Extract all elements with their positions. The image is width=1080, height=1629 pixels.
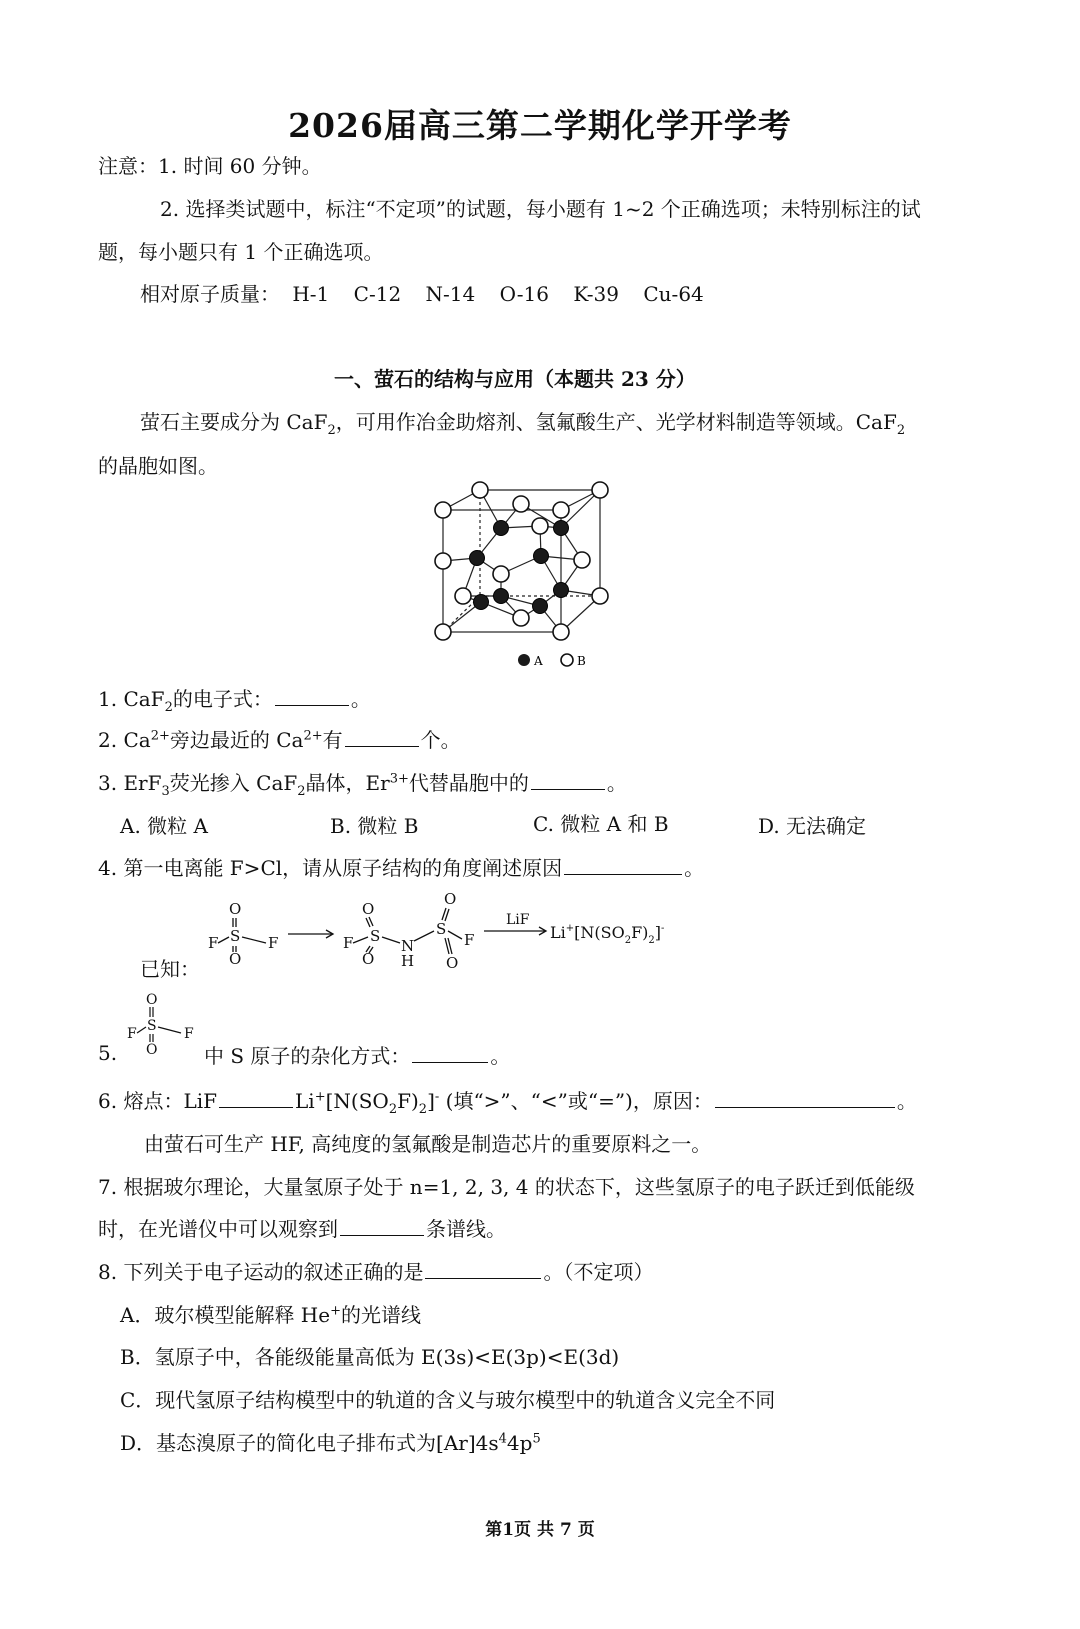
mass-o: O-16	[499, 282, 549, 306]
reaction-scheme	[200, 888, 680, 973]
question-8	[98, 1256, 653, 1285]
question-7-line2	[98, 1213, 506, 1242]
note-item-1: 1. 时间 60 分钟。	[158, 154, 322, 178]
q3-text-b: 荧光掺入 CaF	[169, 771, 298, 795]
legend-a: A	[534, 654, 543, 668]
q6-reason-blank[interactable]	[715, 1106, 895, 1108]
q3-text-c: 晶体，Er	[305, 771, 390, 795]
q6-compare-blank[interactable]	[219, 1106, 293, 1108]
known-label: 已知：	[140, 957, 200, 981]
q4-end: 。	[684, 856, 705, 880]
mass-h: H-1	[292, 282, 330, 306]
mol2-o2-bottom: O	[446, 954, 459, 972]
mass-n: N-14	[425, 282, 476, 306]
page-title: 2026届高三第二学期化学开学考	[288, 106, 792, 145]
q8-number: 8.	[98, 1260, 118, 1284]
question-2	[98, 724, 461, 753]
caf2-unit-cell-figure	[425, 478, 625, 673]
q8-option-c[interactable]: C．现代氢原子结构模型中的轨道的含义与玻尔模型中的轨道含义完全不同	[120, 1388, 776, 1412]
reagent-lif: LiF	[506, 912, 530, 928]
question-7-line1	[98, 1171, 915, 1200]
mol2-n: N	[401, 937, 415, 955]
q3-sub-1: 3	[161, 784, 170, 799]
q2-sup-1: 2+	[150, 728, 170, 744]
q6-text-c: [N(SO	[325, 1089, 389, 1113]
legend-b: B	[577, 654, 586, 668]
q3-sub-2: 2	[297, 784, 306, 799]
mol2-f-right: F	[464, 931, 475, 949]
q7-answer-blank[interactable]	[340, 1234, 424, 1236]
q7-text-line2b: 条谱线。	[426, 1217, 506, 1241]
question-6	[98, 1085, 917, 1117]
q6-sub-1: 2	[388, 1102, 398, 1117]
mol2-s2: S	[436, 920, 447, 938]
q5-f-left: F	[127, 1026, 137, 1042]
mol1-f-right: F	[268, 934, 279, 952]
mol1-o-bottom: O	[229, 950, 242, 968]
q5-number: 5.	[98, 1041, 118, 1065]
hf-note: 由萤石可生产 HF, 高纯度的氢氟酸是制造芯片的重要原料之一。	[144, 1132, 712, 1156]
q5-s: S	[147, 1018, 157, 1034]
q3-answer-blank[interactable]	[531, 788, 605, 790]
section1-intro-line2: 的晶胞如图。	[98, 454, 218, 478]
q6-text-d: F)	[397, 1089, 419, 1113]
q6-number: 6.	[98, 1089, 118, 1113]
q3-number: 3.	[98, 771, 118, 795]
intro-sub-2: 2	[896, 423, 906, 438]
atomic-masses	[140, 278, 704, 307]
atomic-masses-label: 相对原子质量：	[140, 282, 280, 306]
q4-text: 第一电离能 F>Cl，请从原子结构的角度阐述原因	[123, 856, 563, 880]
q8-option-d[interactable]	[120, 1427, 541, 1456]
mass-cu: Cu-64	[643, 282, 704, 306]
q6-sub-2: 2	[418, 1102, 428, 1117]
q4-answer-blank[interactable]	[564, 873, 682, 875]
q6-text-b: Li	[295, 1089, 315, 1113]
q8-end: 。（不定项）	[543, 1260, 654, 1284]
mol2-f-left: F	[343, 934, 354, 952]
q5-text: 中 S 原子的杂化方式：	[204, 1044, 411, 1068]
q3-option-d[interactable]: D. 无法确定	[758, 814, 867, 838]
section1-heading: 一、萤石的结构与应用（本题共 23 分）	[334, 367, 696, 391]
q3-text-d: 代替晶胞中的	[408, 771, 529, 795]
question-3	[98, 767, 627, 799]
intro-text-b: ，可用作冶金助熔剂、氢氟酸生产、光学材料制造等领域。CaF	[335, 410, 897, 434]
q2-answer-blank[interactable]	[345, 745, 419, 747]
q8-option-a-text-b: 的光谱线	[340, 1303, 421, 1327]
question-4	[98, 852, 704, 881]
q1-text-b: 的电子式：	[172, 687, 273, 711]
mol2-o1-bottom: O	[362, 950, 375, 968]
note-item-2-line2: 题，每小题只有 1 个正确选项。	[98, 240, 384, 264]
q2-text-a: Ca	[123, 728, 151, 752]
mol2-o1-top: O	[362, 900, 375, 918]
q8-option-d-text-b: 4p	[506, 1431, 533, 1455]
mol1-o-top: O	[229, 900, 242, 918]
q1-end: 。	[350, 687, 371, 711]
q2-sup-2: 2+	[303, 728, 323, 744]
q2-text-c: 有	[322, 728, 343, 752]
intro-sub-1: 2	[327, 423, 336, 438]
q5-f-right: F	[184, 1026, 194, 1042]
q8-option-d-sup-1: 4	[498, 1431, 507, 1447]
q8-answer-blank[interactable]	[425, 1277, 541, 1279]
page-footer: 第1页 共 7 页	[485, 1520, 595, 1540]
q7-text-line2a: 时，在光谱仪中可以观察到	[98, 1217, 338, 1241]
q8-option-a[interactable]	[120, 1299, 421, 1328]
q6-sup-1: +	[314, 1089, 326, 1105]
q2-text-b: 旁边最近的 Ca	[169, 728, 304, 752]
q3-sup: 3+	[389, 771, 409, 787]
q6-text-a: 熔点：LiF	[123, 1089, 218, 1113]
mol2-h: H	[401, 952, 415, 970]
q7-number: 7.	[98, 1175, 118, 1199]
question-1	[98, 683, 371, 715]
mass-c: C-12	[353, 282, 402, 306]
q3-option-b[interactable]: B. 微粒 B	[330, 814, 419, 838]
so2f2-structure	[124, 988, 204, 1060]
q1-answer-blank[interactable]	[275, 704, 349, 706]
q1-number: 1.	[98, 687, 118, 711]
intro-text-a: 萤石主要成分为 CaF	[140, 410, 328, 434]
notes-line1	[98, 150, 322, 179]
notes-label: 注意：	[98, 154, 158, 178]
q1-sub: 2	[164, 700, 173, 715]
q5-answer-blank[interactable]	[412, 1061, 488, 1063]
product-formula: $Li^+[N(SO_2F)_2]^-$	[550, 923, 665, 946]
q5-end: 。	[490, 1044, 511, 1068]
q5-o-top: O	[146, 992, 158, 1008]
q8-option-a-text: A．玻尔模型能解释 He	[120, 1303, 331, 1327]
q1-text: CaF	[123, 687, 165, 711]
mol1-s: S	[230, 927, 241, 945]
mol1-f-left: F	[208, 934, 219, 952]
q8-option-d-text: D．基态溴原子的简化电子排布式为[Ar]4s	[120, 1431, 499, 1455]
mol2-o2-top: O	[444, 890, 457, 908]
q6-end: 。	[896, 1089, 917, 1113]
q3-option-a[interactable]: A. 微粒 A	[120, 814, 208, 838]
q4-number: 4.	[98, 856, 118, 880]
q3-text-a: ErF	[123, 771, 162, 795]
q8-option-b[interactable]: B．氢原子中，各能级能量高低为 E(3s)<E(3p)<E(3d)	[120, 1345, 620, 1369]
mol2-s1: S	[370, 927, 381, 945]
q2-number: 2.	[98, 728, 118, 752]
q8-text: 下列关于电子运动的叙述正确的是	[123, 1260, 424, 1284]
q2-end: 个。	[420, 728, 461, 752]
q3-end: 。	[606, 771, 627, 795]
q6-sup-2: -	[434, 1089, 440, 1105]
q6-text-f: (填“>”、“<”或“=”)，原因：	[439, 1089, 713, 1113]
q8-option-a-sup: +	[330, 1303, 341, 1319]
mass-k: K-39	[573, 282, 620, 306]
q5-o-bottom: O	[146, 1042, 158, 1058]
q6-text-e: ]	[427, 1089, 435, 1113]
question-5	[204, 1040, 510, 1069]
q3-option-c[interactable]: C. 微粒 A 和 B	[533, 812, 669, 836]
q8-option-d-sup-2: 5	[532, 1431, 541, 1447]
section1-intro-line1	[140, 406, 905, 438]
note-item-2-line1: 2. 选择类试题中，标注“不定项”的试题，每小题有 1~2 个正确选项；未特别标注的试	[160, 197, 921, 221]
q7-text-line1: 根据玻尔理论，大量氢原子处于 n=1, 2, 3, 4 的状态下，这些氢原子的电子跃迁到低能级	[123, 1175, 915, 1199]
